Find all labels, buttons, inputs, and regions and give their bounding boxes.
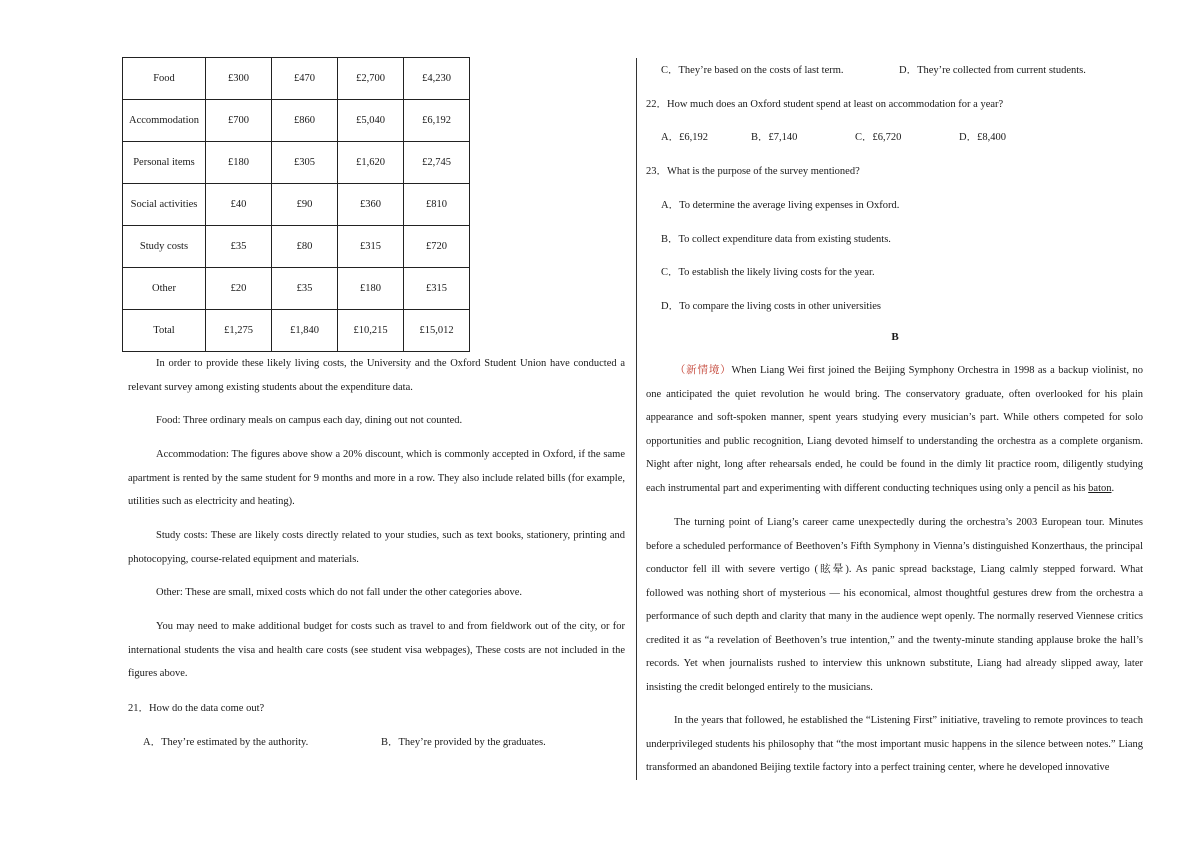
option-22c[interactable]: C．£6,720 xyxy=(855,132,902,143)
table-row xyxy=(123,58,470,100)
accommodation-paragraph: Accommodation: The figures above show a 20% discount, which is commonly accepted in Oxford, if the same apartment is rented by the same student for 9 months and more in a row. They also include related bills (for example, utilities such as electricity and heating). xyxy=(128,449,625,507)
table-row-label: Total xyxy=(123,310,206,352)
question-23: 23．What is the purpose of the survey mentioned? xyxy=(646,166,860,177)
table-cell: £305 xyxy=(272,142,338,184)
passage-b-paragraph-2: The turning point of Liang’s career came unexpectedly during the orchestra’s 2003 European tour. Minutes before a scheduled performance of Beethoven’s Fifth Symphony in Vienna’s distinguished Konzerthaus, the principal conductor fell ill with severe vertigo (眩晕). As panic spread backstage, Liang calmly stepped forward. What followed was nothing short of mysterious — his economical, almost thoughtful gestures drew from the orchestra a performance of such depth and clarity that many in the audience wept openly. The normally reserved Viennese critics credited it as “a revelation of Beethoven’s true intention,” and the twenty-minute standing applause broke the hall’s records. Yet when journalists rushed to interview this unknown substitute, Liang had already slipped away, later insisting the credit belonged entirely to the musicians. xyxy=(646,517,1143,693)
question-21: 21．How do the data come out? xyxy=(128,703,265,714)
table-cell: £5,040 xyxy=(338,100,404,142)
table-row xyxy=(123,184,470,226)
table-row xyxy=(123,100,470,142)
table-row-label: Social activities xyxy=(123,184,206,226)
table-cell: £700 xyxy=(206,100,272,142)
table-row xyxy=(123,142,470,184)
table-cell: £1,840 xyxy=(272,310,338,352)
table-cell: £720 xyxy=(404,226,470,268)
cost-table-body xyxy=(123,58,470,352)
table-cell: £1,620 xyxy=(338,142,404,184)
table-cell: £90 xyxy=(272,184,338,226)
table-cell: £1,275 xyxy=(206,310,272,352)
table-row-label: Other xyxy=(123,268,206,310)
option-23c[interactable]: C．To establish the likely living costs for the year. xyxy=(661,267,875,278)
table-cell: £180 xyxy=(338,268,404,310)
cost-table xyxy=(122,57,470,352)
table-cell: £6,192 xyxy=(404,100,470,142)
table-cell: £300 xyxy=(206,58,272,100)
table-cell: £40 xyxy=(206,184,272,226)
table-row-label: Study costs xyxy=(123,226,206,268)
option-21c[interactable]: C．They’re based on the costs of last term. xyxy=(661,65,844,76)
budget-paragraph: You may need to make additional budget for costs such as travel to and from fieldwork out of the city, or for international students the visa and health care costs (see student visa webpages), These costs are not included in the figures above. xyxy=(128,621,625,679)
table-cell: £2,745 xyxy=(404,142,470,184)
table-row xyxy=(123,226,470,268)
table-row-label: Personal items xyxy=(123,142,206,184)
option-23d[interactable]: D．To compare the living costs in other universities xyxy=(661,301,882,312)
question-22: 22．How much does an Oxford student spend at least on accommodation for a year? xyxy=(646,99,1004,110)
option-22b[interactable]: B．£7,140 xyxy=(751,132,798,143)
table-cell: £4,230 xyxy=(404,58,470,100)
new-context-tag: （新情境） xyxy=(674,365,732,376)
baton-word: baton xyxy=(1088,482,1112,494)
option-21d[interactable]: D．They’re collected from current students. xyxy=(899,65,1086,76)
table-cell: £315 xyxy=(404,268,470,310)
table-cell: £20 xyxy=(206,268,272,310)
option-23a[interactable]: A．To determine the average living expenses in Oxford. xyxy=(661,200,900,211)
table-cell: £315 xyxy=(338,226,404,268)
table-cell: £860 xyxy=(272,100,338,142)
table-cell: £10,215 xyxy=(338,310,404,352)
table-cell: £35 xyxy=(272,268,338,310)
table-cell: £360 xyxy=(338,184,404,226)
intro-paragraph: In order to provide these likely living costs, the University and the Oxford Student Union have conducted a relevant survey among existing students about the expenditure data. xyxy=(128,358,625,393)
table-cell: £810 xyxy=(404,184,470,226)
column-divider xyxy=(636,58,637,780)
option-22d[interactable]: D．£8,400 xyxy=(959,132,1006,143)
passage-b-paragraph-3: In the years that followed, he established the “Listening First” initiative, traveling to remote provinces to teach underprivileged students his philosophy that “the most important music happens in the silence between notes.” Liang transformed an abandoned Beijing textile factory into a perfect training center, where he developed innovative xyxy=(646,715,1143,773)
other-paragraph: Other: These are small, mixed costs which do not fall under the other categories above. xyxy=(156,587,523,598)
table-row xyxy=(123,310,470,352)
table-cell: £470 xyxy=(272,58,338,100)
table-row-label: Accommodation xyxy=(123,100,206,142)
food-paragraph: Food: Three ordinary meals on campus each day, dining out not counted. xyxy=(156,415,463,426)
table-cell: £35 xyxy=(206,226,272,268)
option-23b[interactable]: B．To collect expenditure data from existing students. xyxy=(661,234,891,245)
option-21a[interactable]: A．They’re estimated by the authority. xyxy=(143,737,309,748)
table-cell: £2,700 xyxy=(338,58,404,100)
table-cell: £80 xyxy=(272,226,338,268)
option-22a[interactable]: A．£6,192 xyxy=(661,132,708,143)
passage-b-paragraph-1: （新情境）When Liang Wei first joined the Beijing Symphony Orchestra in 1998 as a backup violinist, no one anticipated the quiet revolution he would bring. The conservatory graduate, often overlooked for his plain appearance and soft-spoken manner, spent years studying every musician’s part. While others competed for solo opportunities and public recognition, Liang devoted himself to understanding the orchestra as a complete organism. Night after night, long after rehearsals ended, he could be found in the dimly lit practice room, diligently studying each instrumental part and experimenting with different conducting techniques using only a pencil as his baton. xyxy=(646,365,1143,494)
table-cell: £15,012 xyxy=(404,310,470,352)
table-row-label: Food xyxy=(123,58,206,100)
table-row xyxy=(123,268,470,310)
study-costs-paragraph: Study costs: These are likely costs directly related to your studies, such as text books, stationery, printing and photocopying, course-related equipment and materials. xyxy=(128,530,625,565)
table-cell: £180 xyxy=(206,142,272,184)
option-21b[interactable]: B．They’re provided by the graduates. xyxy=(381,737,546,748)
section-heading: B xyxy=(891,331,899,343)
